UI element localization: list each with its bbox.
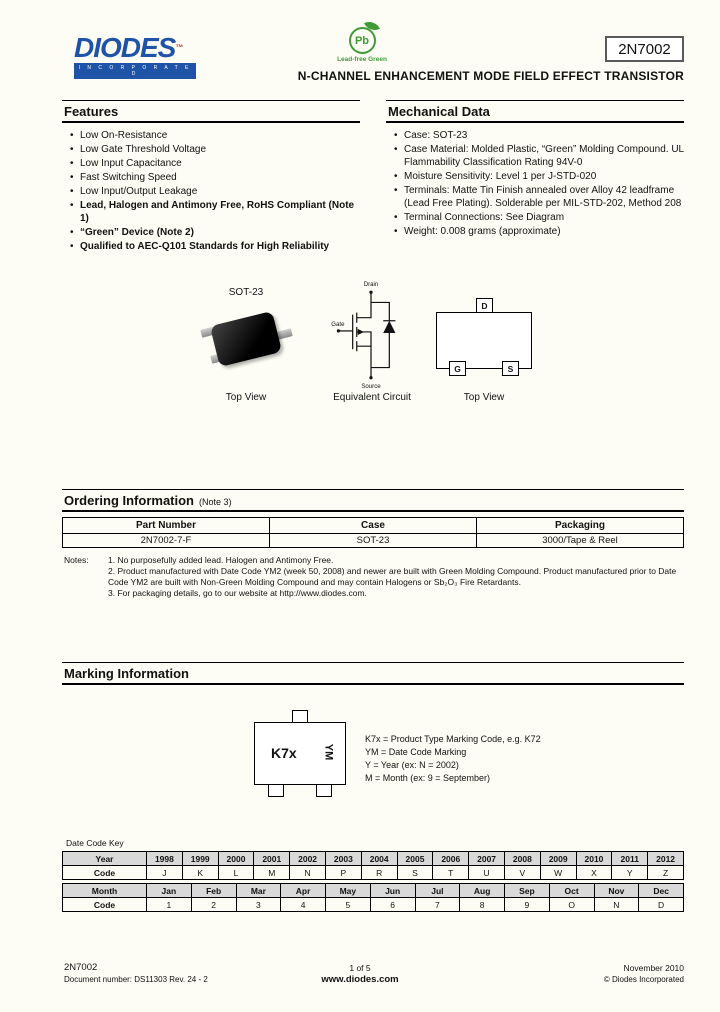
drain-label: Drain (363, 281, 379, 289)
legend-line: M = Month (ex: 9 = September) (365, 773, 491, 783)
year-cell: 2007 (469, 852, 505, 866)
bullet-icon (70, 185, 80, 198)
footer-copyright: © Diodes Incorporated (603, 975, 684, 984)
code-cell: 2 (191, 898, 236, 912)
gate-pin: G (449, 361, 466, 376)
top-view-caption: Top View (225, 392, 267, 403)
month-cell: Sep (505, 884, 550, 898)
part-number-cell: 2N7002-7-F (63, 534, 270, 548)
lead-free-logo (332, 18, 392, 63)
brand-wordmark: DIODES ™ (74, 34, 206, 62)
year-cell: 2006 (433, 852, 469, 866)
pb-free-icon: Pb (349, 27, 376, 54)
year-cell: 2008 (504, 852, 540, 866)
ordering-table (62, 517, 684, 548)
code-cell: M (254, 866, 290, 880)
code-cell: 3 (236, 898, 281, 912)
year-cell: 1998 (147, 852, 183, 866)
legend-line: K7x = Product Type Marking Code, e.g. K72 (365, 734, 541, 744)
feature-item: • Low Input/Output Leakage (62, 185, 360, 198)
notes-label: Notes: (64, 555, 89, 565)
sot23-package-image (198, 302, 294, 384)
year-cell: 2001 (254, 852, 290, 866)
code-cell: Z (648, 866, 684, 880)
year-cell: 2000 (218, 852, 254, 866)
mechanical-item: • Weight: 0.008 grams (approximate) (386, 225, 684, 238)
source-label: Source (361, 382, 381, 390)
mechanical-item: • Case: SOT-23 (386, 129, 684, 142)
code-cell: L (218, 866, 254, 880)
month-row-label: Month (63, 884, 147, 898)
feature-item: • Low On-Resistance (62, 129, 360, 142)
year-cell: 2012 (648, 852, 684, 866)
month-cell: Apr (281, 884, 326, 898)
heading-rule (62, 510, 684, 512)
mechanical-data-section (386, 100, 684, 239)
feature-item: • Lead, Halogen and Antimony Free, RoHS Compliant (Note 1) (62, 199, 360, 225)
year-cell: 2005 (397, 852, 433, 866)
code-cell: D (639, 898, 684, 912)
month-cell: Jul (415, 884, 460, 898)
mechanical-item: • Terminal Connections: See Diagram (386, 211, 684, 224)
bullet-icon (70, 129, 80, 142)
feature-item: • Fast Switching Speed (62, 171, 360, 184)
month-cell: Jun (370, 884, 415, 898)
year-cell: 2004 (361, 852, 397, 866)
year-cell: 2011 (612, 852, 648, 866)
month-cell: Oct (549, 884, 594, 898)
packaging-cell: 3000/Tape & Reel (477, 534, 684, 548)
code-row-label: Code (63, 866, 147, 880)
lead-free-label: Lead-free Green (337, 56, 387, 63)
feature-item: • “Green” Device (Note 2) (62, 226, 360, 239)
code-cell: S (397, 866, 433, 880)
month-row (63, 884, 684, 898)
code-cell: 4 (281, 898, 326, 912)
bullet-icon (394, 129, 404, 142)
month-cell: Feb (191, 884, 236, 898)
bullet-icon (70, 157, 80, 170)
code-cell: X (576, 866, 612, 880)
features-list (62, 129, 360, 253)
note-3: 3. For packaging details, go to our website at http://www.diodes.com. (108, 588, 367, 598)
month-code-table (62, 883, 684, 912)
top-view-caption: Top View (463, 392, 505, 403)
code-cell: 1 (147, 898, 192, 912)
ordering-information-section (62, 489, 684, 599)
mechanical-heading: Mechanical Data (386, 100, 684, 121)
mechanical-list (386, 129, 684, 238)
code-cell: J (147, 866, 183, 880)
bullet-icon (394, 143, 404, 169)
code-cell: W (540, 866, 576, 880)
column-header: Packaging (477, 518, 684, 534)
year-cell: 2003 (325, 852, 361, 866)
bullet-icon (70, 240, 80, 253)
year-cell: 2010 (576, 852, 612, 866)
code-cell: N (594, 898, 639, 912)
marking-legend (365, 733, 541, 785)
notes-body (108, 555, 684, 599)
date-code-key-label: Date Code Key (66, 838, 124, 848)
column-header: Part Number (63, 518, 270, 534)
code-cell: P (325, 866, 361, 880)
note-1: 1. No purposefully added lead. Halogen and Antimony Free. (108, 555, 334, 565)
package-pin (316, 784, 332, 797)
bullet-icon (394, 184, 404, 210)
code-cell: 6 (370, 898, 415, 912)
legend-line: YM = Date Code Marking (365, 747, 467, 757)
mechanical-item: • Terminals: Matte Tin Finish annealed over Alloy 42 leadframe (Lead Free Plating). Solderable per MIL-STD-202, Method 208 (386, 184, 684, 210)
heading-rule (386, 121, 684, 123)
month-cell: Dec (639, 884, 684, 898)
feature-item: • Qualified to AEC-Q101 Standards for High Reliability (62, 240, 360, 253)
document-title: N-CHANNEL ENHANCEMENT MODE FIELD EFFECT TRANSISTOR (297, 69, 684, 83)
bullet-icon (70, 199, 80, 225)
feature-item: • Low Gate Threshold Voltage (62, 143, 360, 156)
bullet-icon (70, 143, 80, 156)
marking-heading: Marking Information (62, 662, 684, 683)
code-cell: 7 (415, 898, 460, 912)
month-cell: Aug (460, 884, 505, 898)
year-cell: 2009 (540, 852, 576, 866)
brand-subtitle: I N C O R P O R A T E D (74, 63, 196, 79)
equivalent-circuit-caption: Equivalent Circuit (333, 392, 411, 403)
bullet-icon (394, 211, 404, 224)
footer-part-number: 2N7002 (64, 962, 98, 973)
month-code-row (63, 898, 684, 912)
mechanical-item: • Case Material: Molded Plastic, “Green” Molding Compound. UL Flammability Classification Rating 94V-0 (386, 143, 684, 169)
package-pin (268, 784, 284, 797)
bullet-icon (70, 226, 80, 239)
year-cell: 2002 (290, 852, 326, 866)
code-cell: T (433, 866, 469, 880)
marking-package-drawing (254, 710, 346, 802)
package-name-label: SOT-23 (228, 287, 264, 298)
marking-code-text: K7x (271, 745, 297, 761)
ordering-heading-note: (Note 3) (199, 497, 232, 507)
marking-content (62, 685, 684, 825)
legend-line: Y = Year (ex: N = 2002) (365, 760, 459, 770)
code-cell: R (361, 866, 397, 880)
code-cell: N (290, 866, 326, 880)
year-row-label: Year (63, 852, 147, 866)
bullet-icon (394, 170, 404, 183)
diodes-logo (74, 34, 206, 79)
code-cell: 5 (326, 898, 371, 912)
code-cell: 8 (460, 898, 505, 912)
features-heading: Features (62, 100, 360, 121)
month-cell: May (326, 884, 371, 898)
footer-date: November 2010 (623, 963, 684, 973)
code-cell: Y (612, 866, 648, 880)
month-cell: Jan (147, 884, 192, 898)
marking-information-section (62, 662, 684, 825)
column-header: Case (270, 518, 477, 534)
ordering-table-row (63, 534, 684, 548)
bullet-icon (70, 171, 80, 184)
year-code-row (63, 866, 684, 880)
note-2: 2. Product manufactured with Date Code YM2 (week 50, 2008) and newer are built with Green Molding Compound. Product manufactured prior to Date Code YM2 are built with Non-Green Molding Compound and may contain Halogens or Sb₂O₃ Fire Retardants. (108, 566, 677, 587)
code-cell: U (469, 866, 505, 880)
code-cell: 9 (505, 898, 550, 912)
bullet-icon (394, 225, 404, 238)
date-code-key-section (62, 838, 684, 912)
features-section (62, 100, 360, 254)
footer-page-number: 1 of 5 (349, 963, 371, 973)
year-cell: 1999 (182, 852, 218, 866)
notes-block (62, 555, 684, 599)
gate-label: Gate (331, 320, 345, 328)
year-row (63, 852, 684, 866)
footer-right (604, 962, 684, 986)
drain-pin: D (476, 298, 493, 313)
year-code-table (62, 851, 684, 880)
code-cell: O (549, 898, 594, 912)
heading-rule (62, 121, 360, 123)
pinout-top-view (436, 298, 532, 380)
ordering-heading (62, 489, 684, 510)
footer-doc-number: Document number: DS11303 Rev. 24 - 2 (64, 975, 208, 984)
code-cell: K (182, 866, 218, 880)
month-cell: Nov (594, 884, 639, 898)
source-pin: S (502, 361, 519, 376)
case-cell: SOT-23 (270, 534, 477, 548)
code-row-label: Code (63, 898, 147, 912)
footer-website-link[interactable]: www.diodes.com (321, 974, 399, 985)
feature-item: • Low Input Capacitance (62, 157, 360, 170)
mechanical-item: • Moisture Sensitivity: Level 1 per J-STD-020 (386, 170, 684, 183)
package-body (210, 311, 282, 367)
month-cell: Mar (236, 884, 281, 898)
marking-date-text: YM (322, 743, 335, 761)
code-cell: V (504, 866, 540, 880)
ordering-table-header-row (63, 518, 684, 534)
equivalent-circuit-diagram (330, 278, 412, 392)
part-number-box: 2N7002 (605, 36, 684, 62)
ordering-heading-text: Ordering Information (64, 493, 194, 508)
